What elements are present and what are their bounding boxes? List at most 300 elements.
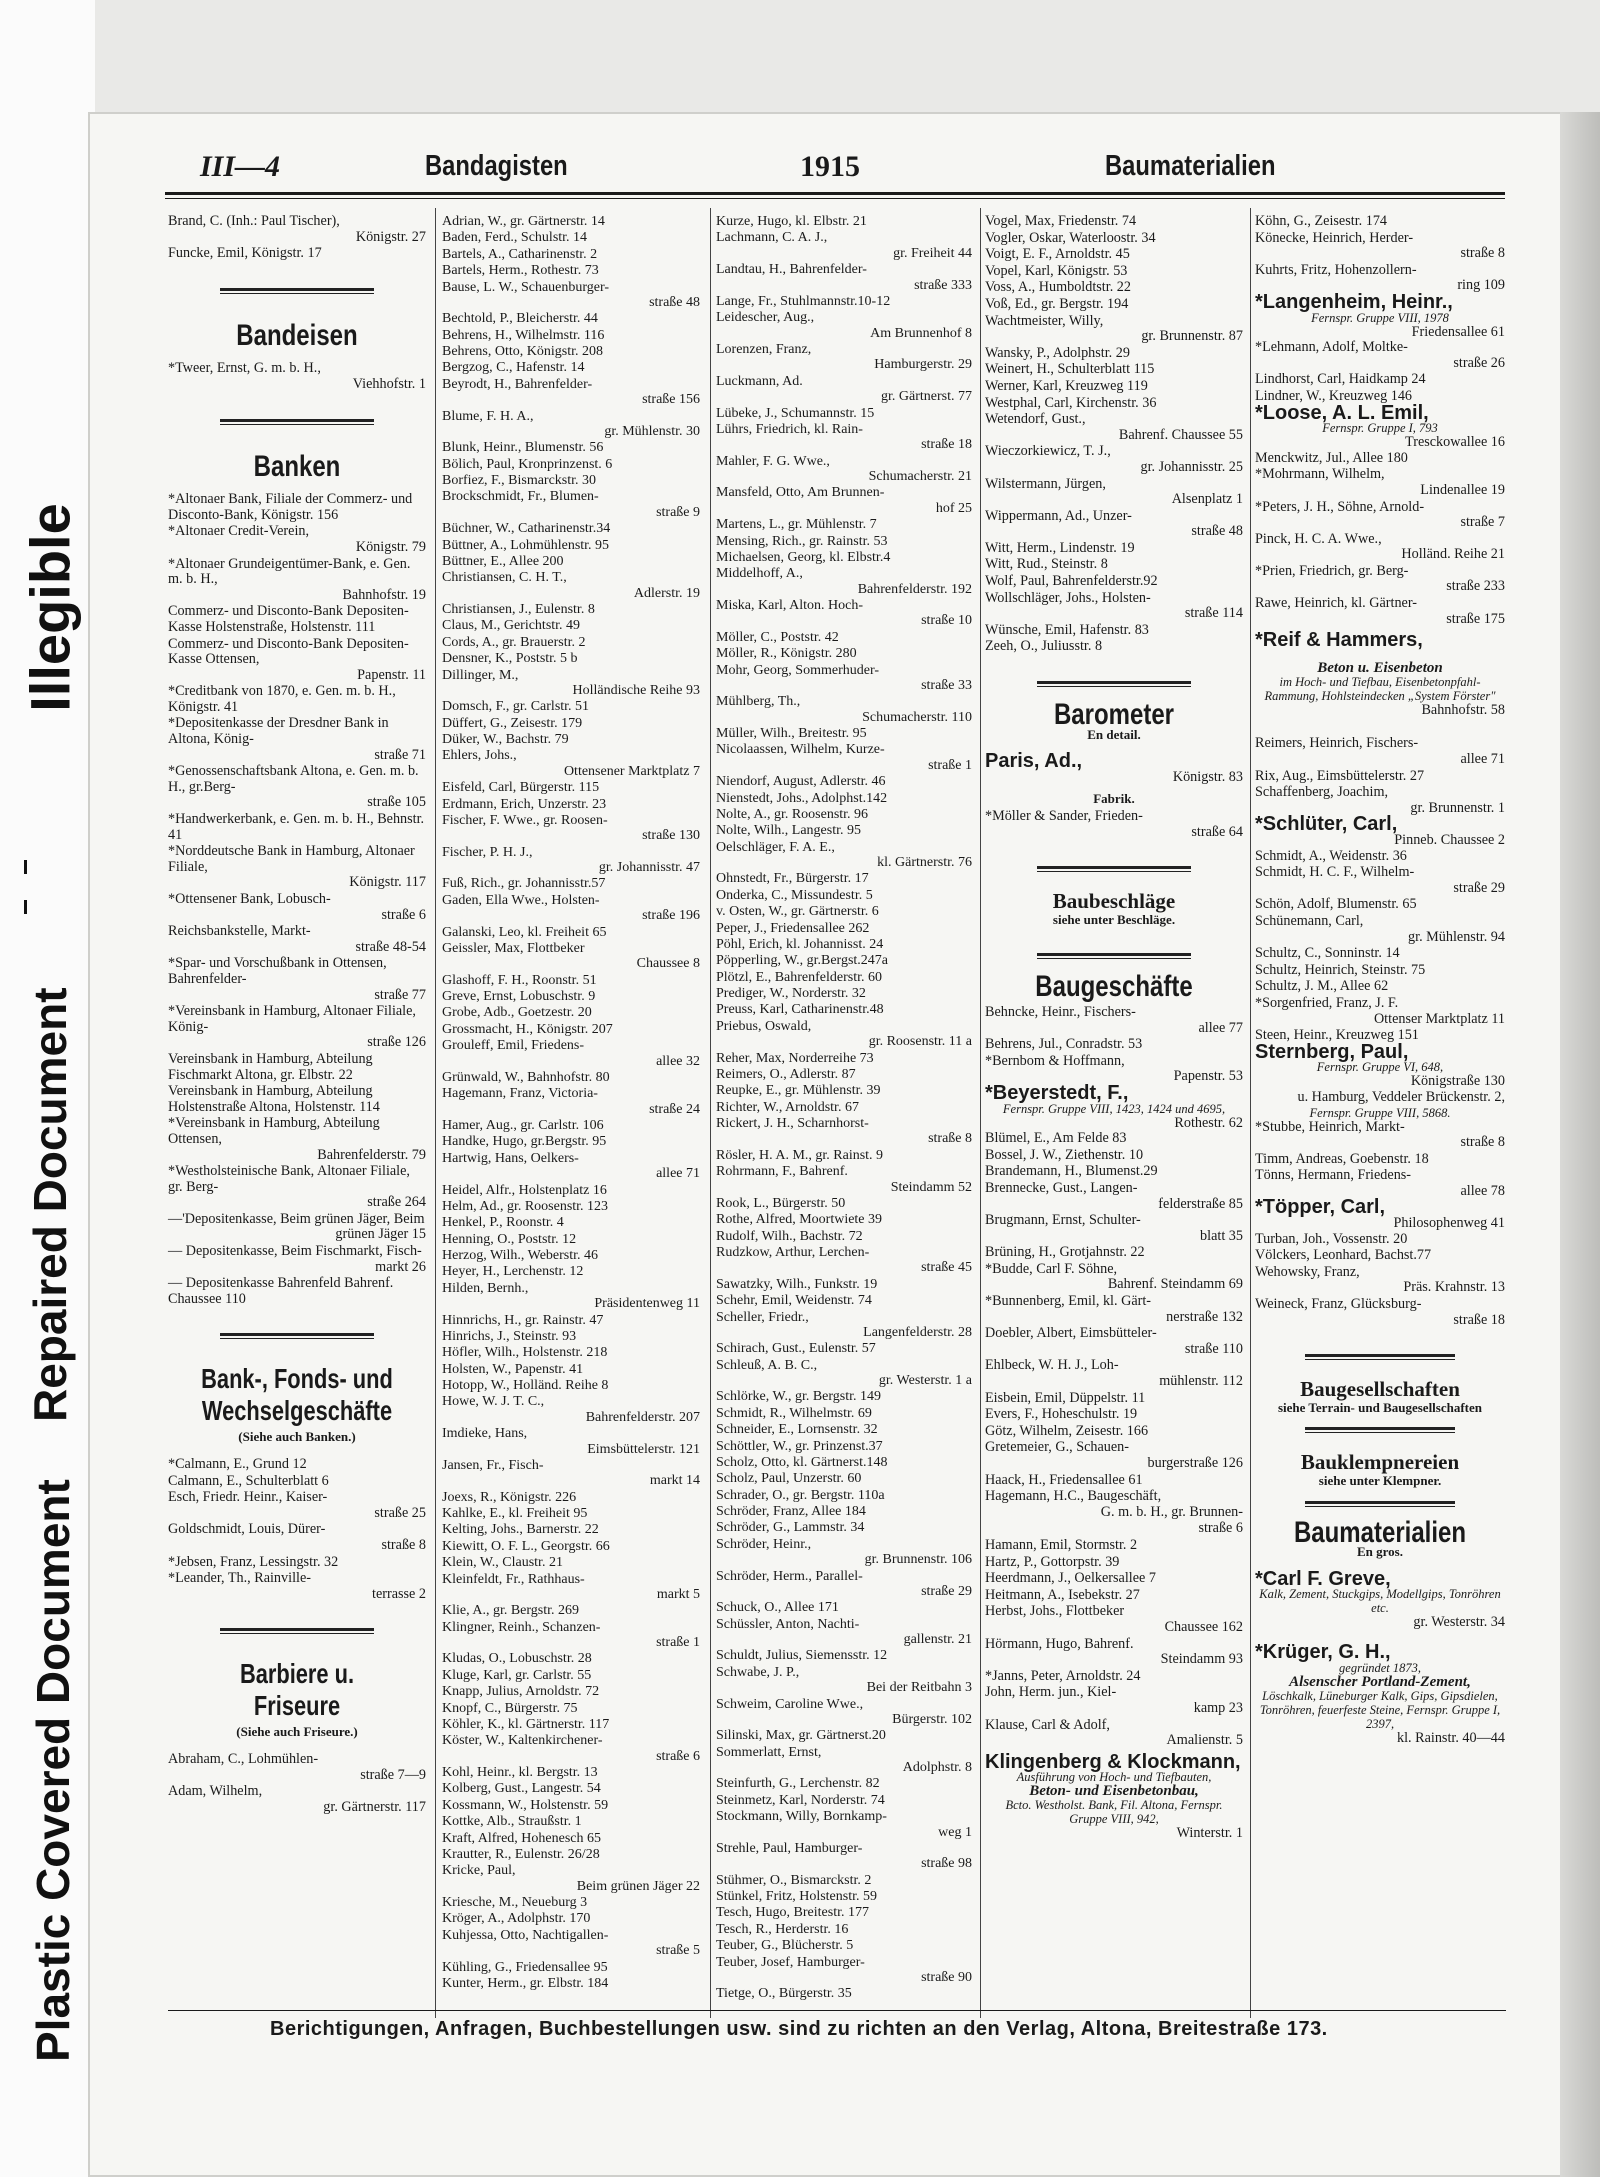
list-item bbox=[716, 534, 972, 549]
side-label-illegible: Illegible bbox=[18, 503, 82, 712]
entry-name: Kossmann, W., Holstenstr. 59 bbox=[442, 1797, 609, 1813]
entry-name: Schehr, Emil, Weidenstr. 74 bbox=[716, 1293, 872, 1309]
list-item bbox=[442, 1733, 700, 1764]
list-item bbox=[1255, 467, 1505, 498]
entry-address: gr. Mühlenstr. 94 bbox=[1408, 928, 1505, 945]
list-item bbox=[168, 1164, 426, 1211]
entry-address: Langenfelderstr. 28 bbox=[863, 1324, 972, 1340]
entry-address: Papenstr. 11 bbox=[357, 666, 426, 683]
entry-address: Eimsbüttelerstr. 121 bbox=[587, 1441, 700, 1457]
list-item bbox=[985, 1571, 1243, 1587]
list-item bbox=[442, 1684, 700, 1699]
entry-name: Schröder, G., Lammstr. 34 bbox=[716, 1520, 865, 1536]
list-item bbox=[985, 574, 1243, 590]
list-item bbox=[442, 1506, 700, 1521]
entry-name: Schön, Adolf, Blumenstr. 65 bbox=[1255, 896, 1417, 913]
entry-paris-address: Königstr. 83 bbox=[1172, 768, 1243, 785]
list-item bbox=[985, 1054, 1243, 1085]
entry-paris: Paris, Ad., bbox=[985, 750, 1083, 773]
list-item bbox=[985, 1262, 1243, 1293]
list-item bbox=[168, 214, 426, 245]
list-item bbox=[716, 646, 972, 661]
entry-name: Büchner, W., Catharinenstr.34 bbox=[442, 521, 611, 537]
heading-banken: Banken bbox=[253, 449, 341, 483]
entry-name: Lange, Fr., Stuhlmannstr.10-12 bbox=[716, 293, 891, 309]
entry-address: Ottensener Marktplatz 7 bbox=[563, 763, 700, 779]
entry-name: Krautter, R., Eulenstr. 26/28 bbox=[442, 1846, 600, 1862]
list-item bbox=[442, 1539, 700, 1554]
entry-address: straße 8 bbox=[928, 1131, 972, 1147]
list-item bbox=[168, 1116, 426, 1163]
entry-name: Kricke, Paul, bbox=[442, 1863, 516, 1879]
list-item bbox=[442, 328, 700, 343]
list-item bbox=[716, 1389, 972, 1404]
list-item bbox=[442, 1490, 700, 1505]
entry-name: Sommerlatt, Ernst, bbox=[716, 1744, 822, 1760]
list-item bbox=[716, 742, 972, 773]
entry-krueger: *Krüger, G. H., bbox=[1255, 1640, 1391, 1663]
list-item bbox=[442, 1378, 700, 1393]
list-item bbox=[442, 570, 700, 601]
baugesellschaften-sub: siehe Terrain- und Baugesellschaften bbox=[1277, 1399, 1483, 1415]
entry-beyerstedt: *Beyerstedt, F., bbox=[985, 1081, 1129, 1104]
section-divider bbox=[1037, 953, 1192, 959]
entry-name: Schaffenberg, Joachim, bbox=[1255, 784, 1389, 801]
heading-barbiere: Barbiere u. Friseure bbox=[239, 1658, 355, 1722]
list-item bbox=[716, 1809, 972, 1840]
entry-name: Goldschmidt, Louis, Dürer- bbox=[168, 1521, 326, 1538]
list-item bbox=[442, 1038, 700, 1069]
list-item bbox=[985, 623, 1243, 639]
list-item bbox=[716, 550, 972, 565]
entry-address: kamp 23 bbox=[1193, 1699, 1243, 1716]
entry-address: Schumacherstr. 21 bbox=[868, 469, 972, 484]
list-item bbox=[716, 1116, 972, 1147]
entry-name: Behrens, Jul., Conradstr. 53 bbox=[985, 1036, 1143, 1053]
langenheim-phone: Fernspr. Gruppe VIII, 1978 bbox=[1311, 310, 1449, 325]
list-item bbox=[985, 1164, 1243, 1180]
entry-name: Mansfeld, Otto, Am Brunnen- bbox=[716, 485, 885, 501]
greve-address: gr. Westerstr. 34 bbox=[1413, 1614, 1505, 1631]
list-item bbox=[442, 1362, 700, 1377]
list-item bbox=[442, 780, 700, 795]
column-rule bbox=[435, 208, 436, 2018]
list-item bbox=[1255, 532, 1505, 563]
entry-name: Haack, H., Friedensallee 61 bbox=[985, 1471, 1143, 1488]
list-item bbox=[985, 1407, 1243, 1423]
list-item bbox=[442, 618, 700, 633]
entry-name: Rothe, Alfred, Moortwiete 39 bbox=[716, 1212, 883, 1228]
entry-name: Fischer, P. H. J., bbox=[442, 844, 533, 860]
list-item bbox=[442, 1329, 700, 1344]
entry-name: Wollschläger, Johs., Holsten- bbox=[985, 589, 1151, 606]
entry-name: Reichsbankstelle, Markt- bbox=[168, 923, 311, 940]
heading-bandeisen: Bandeisen bbox=[236, 318, 358, 352]
list-item bbox=[716, 1986, 972, 2001]
column-3 bbox=[716, 214, 972, 2003]
entry-address: Königstr. 79 bbox=[355, 538, 426, 555]
entry-address: kl. Gärtnerstr. 76 bbox=[877, 855, 972, 870]
section-divider bbox=[220, 1628, 375, 1634]
entry-name: *Creditbank von 1870, e. Gen. m. b. H., Königstr. 41 bbox=[168, 683, 396, 715]
entry-address: gr. Freiheit 44 bbox=[893, 245, 972, 261]
list-item bbox=[985, 591, 1243, 622]
list-item bbox=[716, 422, 972, 453]
list-item bbox=[716, 374, 972, 405]
entry-address: straße 6 bbox=[1198, 1520, 1243, 1537]
entry-name: *Westholsteinische Bank, Altonaer Filiale, gr. Berg- bbox=[168, 1163, 410, 1195]
entry-name: *Budde, Carl F. Söhne, bbox=[985, 1260, 1118, 1277]
reif-address: Bahnhofstr. 58 bbox=[1421, 701, 1505, 718]
list-item bbox=[1255, 946, 1505, 962]
entry-name: Silinski, Max, gr. Gärtnerst.20 bbox=[716, 1728, 886, 1744]
entry-name: Kluge, Karl, gr. Carlstr. 55 bbox=[442, 1667, 592, 1683]
entry-name: Tesch, R., Herderstr. 16 bbox=[716, 1921, 849, 1937]
column-rule bbox=[710, 208, 711, 2018]
entry-address: straße 1 bbox=[928, 757, 972, 773]
entry-address: Steindamm 52 bbox=[890, 1179, 972, 1195]
list-item bbox=[1255, 897, 1505, 913]
list-item bbox=[716, 1229, 972, 1244]
entry-name: *Lehmann, Adolf, Moltke- bbox=[1255, 339, 1408, 356]
list-item bbox=[1255, 231, 1505, 262]
list-item bbox=[716, 871, 972, 886]
entry-address: Chaussee 8 bbox=[636, 956, 700, 972]
list-item bbox=[716, 1955, 972, 1986]
entry-name: Martens, L., gr. Mühlenstr. 7 bbox=[716, 517, 877, 533]
scan-side-strip bbox=[0, 0, 95, 2177]
section-divider bbox=[1305, 1501, 1455, 1507]
entry-address: straße 48-54 bbox=[355, 938, 426, 955]
entry-name: Hamer, Aug., gr. Carlstr. 106 bbox=[442, 1118, 604, 1133]
entry-address: Königstr. 117 bbox=[349, 874, 426, 891]
entry-name: Schwabe, J. P., bbox=[716, 1664, 800, 1680]
list-item bbox=[442, 1070, 700, 1085]
list-item bbox=[716, 406, 972, 421]
entry-address: felderstraße 85 bbox=[1158, 1195, 1243, 1212]
entry-address: weg 1 bbox=[938, 1824, 972, 1840]
entry-name: Dillinger, M., bbox=[442, 667, 519, 683]
entry-address: Präs. Krahnstr. 13 bbox=[1403, 1279, 1505, 1296]
entry-name: Möller, C., Poststr. 42 bbox=[716, 629, 839, 645]
list-item bbox=[442, 377, 700, 408]
entry-name: Grünwald, W., Bahnhofstr. 80 bbox=[442, 1069, 610, 1085]
entry-address: straße 24 bbox=[649, 1101, 700, 1117]
list-item bbox=[1255, 596, 1505, 627]
entry-name: Onderka, C., Missundestr. 5 bbox=[716, 887, 873, 903]
klingenberg-desc: Ausführung von Hoch- und Tiefbauten, bbox=[1016, 1770, 1212, 1785]
entry-name: Wilstermann, Jürgen, bbox=[985, 475, 1106, 492]
entry-address: Bahrenf. Chaussee 55 bbox=[1118, 426, 1243, 443]
entry-address: straße 18 bbox=[1453, 1311, 1505, 1328]
entry-name: Helm, Ad., gr. Roosenstr. 123 bbox=[442, 1198, 609, 1214]
heading-barometer: Barometer bbox=[1053, 698, 1175, 732]
entry-address: straße 7 bbox=[1460, 514, 1505, 531]
entry-name: Reher, Max, Norderreihe 73 bbox=[716, 1050, 874, 1066]
entry-name: Schultz, J. M., Allee 62 bbox=[1255, 978, 1389, 995]
entry-name: Turban, Joh., Vossenstr. 20 bbox=[1255, 1230, 1408, 1247]
entry-name: Steinfurth, G., Lerchenstr. 82 bbox=[716, 1776, 880, 1792]
entry-name: Gaden, Ella Wwe., Holsten- bbox=[442, 892, 600, 908]
entry-name: Düffert, G., Zeisestr. 179 bbox=[442, 715, 583, 731]
entry-address: straße 8 bbox=[1460, 1134, 1505, 1151]
entry-name: Büttner, E., Allee 200 bbox=[442, 553, 564, 569]
list-item bbox=[716, 807, 972, 822]
list-item bbox=[168, 924, 426, 955]
list-item bbox=[442, 1022, 700, 1037]
list-item bbox=[716, 1019, 972, 1050]
list-item bbox=[442, 1847, 700, 1862]
list-item bbox=[168, 1522, 426, 1553]
entry-name: Nolte, Wilh., Langestr. 95 bbox=[716, 823, 861, 839]
entry-name: Handke, Hugo, gr.Bergstr. 95 bbox=[442, 1134, 607, 1150]
klingenberg-bank: Bcto. Westholst. Bank, Fil. Altona, Fernspr. Gruppe VIII, 942, bbox=[1005, 1798, 1223, 1827]
entry-address: straße 1 bbox=[656, 1635, 700, 1650]
list-item bbox=[985, 1037, 1243, 1053]
entry-address: grünen Jäger 15 bbox=[335, 1226, 426, 1243]
entry-name: Voss, A., Humboldtstr. 22 bbox=[985, 279, 1131, 296]
entry-name: Wippermann, Ad., Unzer- bbox=[985, 507, 1132, 524]
entry-name: Knapp, Julius, Arnoldstr. 72 bbox=[442, 1684, 600, 1700]
entry-name: Luckmann, Ad. bbox=[716, 373, 803, 389]
entry-address: straße 8 bbox=[381, 1537, 426, 1553]
header-left: Bandagisten bbox=[425, 150, 568, 182]
list-item bbox=[985, 1521, 1243, 1537]
entry-name: Lindhorst, Carl, Haidkamp 24 bbox=[1255, 371, 1426, 388]
entry-greve: *Carl F. Greve, bbox=[1255, 1567, 1391, 1590]
list-item bbox=[1255, 1297, 1505, 1328]
list-item bbox=[442, 732, 700, 747]
list-item bbox=[985, 247, 1243, 263]
list-item bbox=[442, 989, 700, 1004]
entry-name: Nienstedt, Johs., Adolphst.142 bbox=[716, 790, 888, 806]
list-item bbox=[716, 1341, 972, 1356]
list-item bbox=[442, 1522, 700, 1537]
reif-bold: Beton u. Eisenbeton bbox=[1317, 659, 1443, 676]
entry-name: Pinck, H. C. A. Wwe., bbox=[1255, 530, 1382, 547]
header-rule bbox=[165, 192, 1505, 195]
baumaterialien-sub: En gros. bbox=[1357, 1544, 1403, 1560]
sternberg-phone: Fernspr. Gruppe VI, 648, bbox=[1316, 1060, 1444, 1075]
entry-name: Hagemann, H.C., Baugeschäft, bbox=[985, 1488, 1162, 1505]
list-item bbox=[442, 797, 700, 812]
list-item bbox=[442, 554, 700, 569]
entry-name: Mensing, Rich., gr. Rainstr. 53 bbox=[716, 533, 888, 549]
list-item bbox=[168, 1276, 426, 1307]
entry-name: *Genossenschaftsbank Altona, e. Gen. m. b. H., gr.Berg- bbox=[168, 763, 419, 795]
entry-name: Schmidt, H. C. F., Wilhelm- bbox=[1255, 864, 1415, 881]
entry-name: Schultz, C., Sonninstr. 14 bbox=[1255, 945, 1400, 962]
entry-name: Reupke, E., gr. Mühlenstr. 39 bbox=[716, 1083, 881, 1099]
entry-name: *Mohrmann, Wilhelm, bbox=[1255, 466, 1385, 483]
list-item bbox=[1255, 263, 1505, 294]
list-item bbox=[442, 521, 700, 536]
entry-name: Joexs, R., Königstr. 226 bbox=[442, 1489, 577, 1505]
list-item bbox=[985, 1245, 1243, 1261]
entry-name: Peper, J., Friedensallee 262 bbox=[716, 920, 870, 936]
list-item bbox=[716, 937, 972, 952]
entry-name: Müller, Wilh., Breitestr. 95 bbox=[716, 726, 867, 741]
entry-name: Galanski, Leo, kl. Freiheit 65 bbox=[442, 924, 607, 940]
entry-name: Brockschmidt, Fr., Blumen- bbox=[442, 489, 599, 505]
entry-name: Rudzkow, Arthur, Lerchen- bbox=[716, 1245, 870, 1260]
list-item bbox=[985, 1181, 1243, 1212]
entry-name: Vereinsbank in Hamburg, Abteilung Fischmarkt Altona, gr. Elbstr. 22 bbox=[168, 1050, 373, 1083]
list-item bbox=[985, 1473, 1243, 1489]
entry-address: Papenstr. 53 bbox=[1173, 1068, 1243, 1085]
entry-address: straße 71 bbox=[374, 746, 426, 763]
list-item bbox=[985, 1669, 1243, 1685]
page-edge bbox=[1560, 112, 1600, 2177]
entry-name: Scholz, Paul, Unzerstr. 60 bbox=[716, 1471, 862, 1487]
list-item bbox=[168, 956, 426, 1003]
entry-name: Niendorf, August, Adlerstr. 46 bbox=[716, 774, 886, 790]
list-item bbox=[716, 1100, 972, 1115]
list-item bbox=[716, 1665, 972, 1696]
list-item bbox=[1255, 1232, 1505, 1248]
entry-address: markt 26 bbox=[375, 1258, 426, 1275]
list-item bbox=[442, 699, 700, 714]
entry-name: Wachtmeister, Willy, bbox=[985, 312, 1104, 329]
list-item bbox=[168, 1212, 426, 1243]
entry-name: Claus, M., Gerichtstr. 49 bbox=[442, 618, 581, 634]
entry-address: Adolphstr. 8 bbox=[902, 1760, 972, 1775]
entry-name: Densner, K., Poststr. 5 b bbox=[442, 651, 578, 667]
barometer-fabrik: Fabrik. bbox=[1093, 791, 1135, 807]
entry-name: Kühling, G., Friedensallee 95 bbox=[442, 1959, 608, 1975]
entry-reif: *Reif & Hammers, bbox=[1255, 629, 1423, 652]
entry-address: Chaussee 162 bbox=[1164, 1618, 1243, 1635]
list-item bbox=[716, 1422, 972, 1437]
entry-name: Schleuß, A. B. C., bbox=[716, 1357, 818, 1373]
loose-address: Tresckowallee 16 bbox=[1405, 434, 1505, 451]
list-item bbox=[716, 663, 972, 694]
entry-address: gr. Roosenstr. 11 a bbox=[868, 1034, 972, 1050]
entry-name: Henning, O., Poststr. 12 bbox=[442, 1231, 577, 1247]
list-item bbox=[442, 1345, 700, 1360]
entry-name: Grossmacht, H., Königstr. 207 bbox=[442, 1021, 613, 1037]
list-item bbox=[985, 1489, 1243, 1520]
list-item bbox=[168, 684, 426, 715]
list-item bbox=[716, 262, 972, 293]
list-item bbox=[168, 1457, 426, 1473]
list-item bbox=[985, 396, 1243, 412]
list-item bbox=[442, 1264, 700, 1279]
list-item bbox=[716, 1051, 972, 1066]
entry-name: Schröder, Franz, Allee 184 bbox=[716, 1504, 866, 1519]
entry-name: Miska, Karl, Alton. Hoch- bbox=[716, 598, 863, 613]
entry-name: *Jebsen, Franz, Lessingstr. 32 bbox=[168, 1553, 339, 1570]
entry-name: *Handwerkerbank, e. Gen. m. b. H., Behnstr. 41 bbox=[168, 811, 425, 843]
list-item bbox=[985, 297, 1243, 313]
entry-name: Heitmann, A., Isebekstr. 27 bbox=[985, 1586, 1140, 1603]
list-item bbox=[442, 813, 700, 844]
list-item bbox=[442, 1863, 700, 1894]
list-item bbox=[1255, 214, 1505, 230]
list-item bbox=[716, 726, 972, 741]
column-5 bbox=[1255, 214, 1505, 1746]
entry-name: Pöhl, Erich, kl. Johannisst. 24 bbox=[716, 936, 884, 952]
list-item bbox=[716, 1648, 972, 1663]
entry-name: *Tweer, Ernst, G. m. b. H., bbox=[168, 360, 321, 377]
list-item bbox=[985, 1718, 1243, 1749]
list-item bbox=[168, 604, 426, 635]
list-item bbox=[442, 668, 700, 699]
entry-name: Bölich, Paul, Kronprinzenst. 6 bbox=[442, 456, 613, 472]
entry-name: Funcke, Emil, Königstr. 17 bbox=[168, 245, 322, 262]
entry-name: Nolte, A., gr. Roosenstr. 96 bbox=[716, 806, 869, 822]
entry-name: Greve, Ernst, Lobuschstr. 9 bbox=[442, 989, 596, 1004]
list-item bbox=[168, 1555, 426, 1571]
entry-name: Gretemeier, G., Schauen- bbox=[985, 1439, 1130, 1456]
entry-address: straße 29 bbox=[1453, 879, 1505, 896]
list-item bbox=[1255, 340, 1505, 371]
entry-name: *Altonaer Bank, Filiale der Commerz- und Disconto-Bank, Königstr. 156 bbox=[168, 491, 413, 523]
list-item bbox=[442, 1620, 700, 1651]
list-item bbox=[442, 1572, 700, 1603]
list-item bbox=[442, 1118, 700, 1133]
list-item bbox=[716, 1873, 972, 1888]
entry-address: straße 126 bbox=[367, 1034, 426, 1051]
list-item bbox=[442, 1248, 700, 1263]
list-item bbox=[168, 1752, 426, 1783]
list-item bbox=[716, 1504, 972, 1519]
list-item bbox=[716, 1938, 972, 1953]
entry-name: Stockmann, Willy, Bornkamp- bbox=[716, 1809, 887, 1825]
entry-name: Blunk, Heinr., Blumenstr. 56 bbox=[442, 440, 604, 456]
list-item bbox=[442, 1281, 700, 1312]
entry-address: straße 48 bbox=[649, 294, 700, 310]
list-item bbox=[442, 1668, 700, 1683]
entry-name: Landtau, H., Bahrenfelder- bbox=[716, 262, 867, 278]
entry-address: straße 10 bbox=[921, 613, 972, 629]
list-item bbox=[442, 1928, 700, 1959]
entry-address: mühlenstr. 112 bbox=[1159, 1373, 1243, 1390]
entry-name: Brugmann, Ernst, Schulter- bbox=[985, 1212, 1141, 1229]
entry-address: gr. Johannisstr. 47 bbox=[598, 860, 700, 875]
entry-name: Hilden, Bernh., bbox=[442, 1280, 529, 1296]
list-item bbox=[442, 1215, 700, 1230]
entry-name: Wehowsky, Franz, bbox=[1255, 1263, 1360, 1280]
entry-name: *Altonaer Grundeigentümer-Bank, e. Gen. m. b. H., bbox=[168, 555, 411, 588]
entry-address: allee 71 bbox=[1460, 751, 1505, 768]
list-item bbox=[442, 716, 700, 731]
entry-name: Rawe, Heinrich, kl. Gärtner- bbox=[1255, 595, 1418, 612]
list-item bbox=[716, 1471, 972, 1486]
entry-name: v. Osten, W., gr. Gärtnerstr. 6 bbox=[716, 904, 879, 920]
entry-name: Beyrodt, H., Bahrenfelder- bbox=[442, 376, 593, 392]
klingenberg-address: Winterstr. 1 bbox=[1176, 1825, 1243, 1842]
entry-name: Teuber, Josef, Hamburger- bbox=[716, 1954, 865, 1970]
entry-name: Borfiez, F., Bismarckstr. 30 bbox=[442, 473, 597, 488]
list-item bbox=[442, 1701, 700, 1716]
entry-name: *Spar- und Vorschußbank in Ottensen, Bahrenfelder- bbox=[168, 955, 387, 987]
entry-name: *Bernbom & Hoffmann, bbox=[985, 1052, 1125, 1069]
entry-name: Weineck, Franz, Glücksburg- bbox=[1255, 1296, 1422, 1313]
list-item bbox=[168, 764, 426, 811]
entry-name: Wolf, Paul, Bahrenfelderstr.92 bbox=[985, 573, 1158, 590]
entry-name: Kurze, Hugo, kl. Elbstr. 21 bbox=[716, 214, 867, 229]
entry-name: Reimers, O., Adlerstr. 87 bbox=[716, 1066, 856, 1082]
list-item bbox=[716, 953, 972, 968]
entry-address: Bahrenfelderstr. 207 bbox=[585, 1409, 700, 1425]
side-label-plastic: Plastic Covered Document bbox=[27, 1479, 79, 2062]
list-item bbox=[716, 774, 972, 789]
list-item bbox=[168, 844, 426, 891]
list-item bbox=[442, 280, 700, 311]
entry-address: terrasse 2 bbox=[372, 1585, 426, 1602]
list-item bbox=[716, 1164, 972, 1195]
